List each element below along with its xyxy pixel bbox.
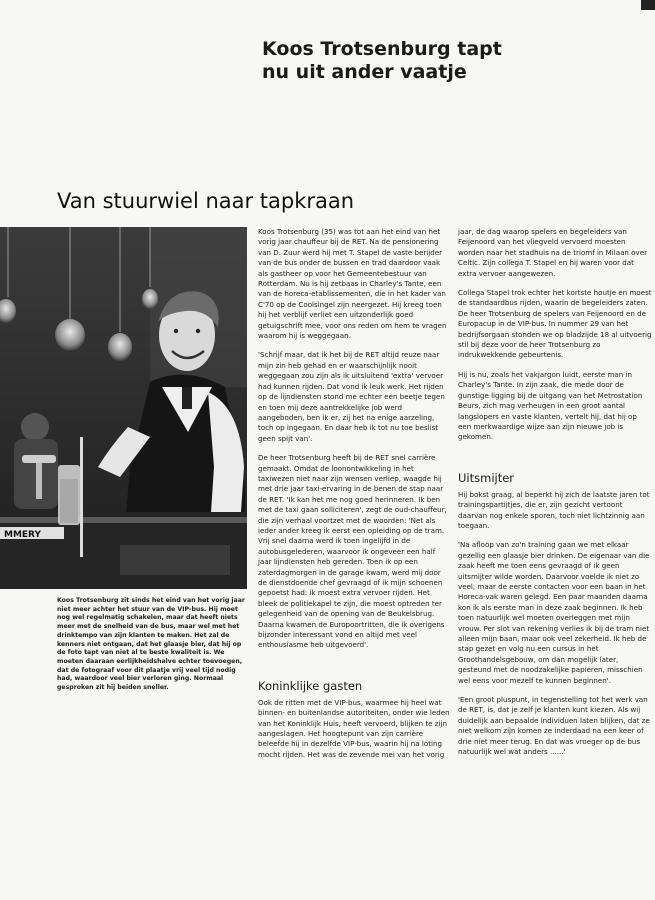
paragraph: Collega Stapel trok echter het kortste houtje en moest de standaardbus rijden, waarin de begeleiders zaten. De heer Trotsenburg de spelers van Feijenoord en de Europacup in de VIP-bus. In nummer 29 van het bedrijfsorgaan stonden we op bladzijde 18 al uitvoerig stil bij deze voor de heer Trotsenburg zo indrukwekkende gebeurtenis. [458, 288, 652, 360]
article-photo [0, 227, 247, 589]
paragraph: Ook de ritten met de VIP-bus, waarmee hij heel wat binnen- en buitenlandse autoriteiten, onder wie leden van het Koninklijk Huis, heeft vervoerd, blijken te zijn aangeslagen. Het hoogtepunt van zijn carrière beleefde hij in dezelfde VIP-bus, waarin hij na loting mocht rijden. Het was de zevende mei van het vorig [258, 697, 450, 759]
spacer [258, 660, 450, 680]
paragraph: De heer Trotsenburg heeft bij de RET snel carrière gemaakt. Omdat de loonontwikkeling in het taxiwezen niet naar zijn wensen verliep, waagde hij met drie jaar taxi-ervaring in de benen de stap naar de RET. 'Ik kan het me nog goed herinneren. Ik ben met de taxi gaan solliciteren', zegt de oud-chauffeur, die zijn verhaal voortzet met de woorden: 'Net als ieder ander kreeg ik eerst een opleiding op de tram. Vrij snel daarna werd ik toen ingelijfd in de autobusgelederen, waarvoor ik ongeveer een half jaar lijndiensten heb gereden. Toen ik op een zaterdagmorgen in de garage kwam, werd mij door de dienstdoende chef gevraagd of ik mijn schoenen gepoetst had: ik moest extra vervoer rijden. Het bleek de politiekapel te zijn, die moest optreden ter gelegenheid van de opening van de Beukelsbrug. Daarna kwamen de Europoortritten, die ik overigens bijzonder interessant vond en altijd met veel enthousiasme heb uitgevoerd'. [258, 453, 447, 650]
text-column-right [458, 227, 652, 766]
article-title [262, 38, 552, 84]
paragraph: Hij bokst graag, al beperkt hij zich de laatste jaren tot trainingspartijtjes, die er, zijn gezicht vertoont daarvan nog enkele sporen, toch niet lichtzinnig aan toegaan. [458, 489, 650, 530]
subheading-koninklijke-gasten: Koninklijke gasten [258, 678, 363, 693]
paragraph: Hij is nu, zoals het vakjargon luidt, eerste man in Charley's Tante. In zijn zaak, die mede door de gunstige ligging bij de uitgang van het Metrostation Beurs, zich mag verheugen in een groot aantal langslopers en vaste klanten, vertelt hij, dat hij op een merkwaardige wijze aan zijn nieuwe job is gekomen. [458, 369, 643, 442]
photo-caption: Koos Trotsenburg zit sinds het eind van het vorig jaar niet meer achter het stuur van de VIP-bus. Hij moet nog wel regelmatig schakelen, maar dat heeft niets meer met de snelheid van de bus, maar wel met het drinktempo van zijn klanten te maken. Het zal de kenners niet ontgaan, dat het glaasje bier, dat hij op de foto tapt van niet al te beste kwaliteit is. We moeten daaraan eerlijkheidshalve echter toevoegen, dat de fotograaf voor dit plaatje vrij veel tijd nodig had, waardoor veel bier verloren ging. Normaal gesproken zit hij beiden sneller. [57, 597, 245, 692]
page-edge-mark [641, 0, 655, 10]
spacer [458, 452, 652, 472]
paragraph: 'Na afloop van zo'n training gaan we met elkaar gezellig een glaasje bier drinken. De eigenaar van die zaak heeft me toen eens gevraagd of ik geen uitsmijter wilde worden. Daarvoor voelde ik niet zo veel, maar de eerste contacten voor een baan in het Horeca-vak waren gelegd. Een paar maanden daarna kon ik als eerste man in deze zaak beginnen. Ik heb toen natuurlijk wel moeten overleggen met mijn vrouw. Per slot van rekening verlies ik bij de tram niet alleen mijn baan, maar ook veel zekerheid. Ik heb de stap gezet en volg nu een cursus in het Groothandelsgebouw, om dan mogelijk later, gesteund met de noodzakelijke papieren, misschien wel eens voor mezelf te kunnen beginnen'. [458, 540, 650, 685]
beer-sign-text: MMERY [4, 530, 42, 540]
title-line-1: Koos Trotsenburg tapt [262, 38, 502, 60]
bartender-photo-illustration [0, 227, 247, 589]
title-line-2: nu uit ander vaatje [262, 61, 467, 83]
text-column-middle [258, 227, 450, 769]
paragraph: jaar, de dag waarop spelers en begeleiders van Feijenoord van het vliegveld vervoerd moesten worden naar het stadhuis na de triomf in Milaan over Celtic. Zijn collega T. Stapel en hij waren voor dat extra vervoer aangewezen. [458, 227, 647, 278]
subheading-uitsmijter: Uitsmijter [458, 470, 515, 485]
paragraph: 'Schrijf maar, dat ik het bij de RET altijd reuze naar mijn zin heb gehad en er waarschijnlijk nooit weggegaan zou zijn als ik uitsluitend 'extra' vervoer had kunnen rijden. Dat vond ik leuk werk. Het rijden op de lijndiensten stond me echter een beetje tegen en toen mij deze aantrekkelijke job werd aangeboden, ben ik er, zij het na enige aarzeling, toch op ingegaan. En daar heb ik tot nu toe beslist geen spijt van'. [258, 350, 445, 443]
paragraph: 'Een groot pluspunt, in tegenstelling tot het werk van de RET, is, dat je zelf je klanten kunt kiezen. Als wij duidelijk aan bepaalde individuen laten blijken, dat ze niet welkom zijn komen ze inderdaad na een keer of drie niet meer terug. En dat was vroeger op de bus natuurlijk wel wat anders ......' [458, 695, 650, 757]
article-headline: Van stuurwiel naar tapkraan [57, 189, 355, 213]
paragraph: Koos Trotsenburg (35) was tot aan het eind van het vorig jaar chauffeur bij de RET. Na de pensionering van D. Zuur werd hij met T. Stapel de vaste berijder van de bus onder de bussen en trad daardoor vaak als gastheer op voor het Gemeentebestuur van Rotterdam. Nu is hij zetbaas in Charley's Tante, een van de horeca-etablissementen, die in het kader van C'70 op de Coolsingel zijn neergezet. Hij kreeg toen hij het verblijf verliet een uitzonderlijk goed getuigschrift mee, voor ons reden om hem te vragen waarom hij is weggegaan. [258, 227, 447, 341]
